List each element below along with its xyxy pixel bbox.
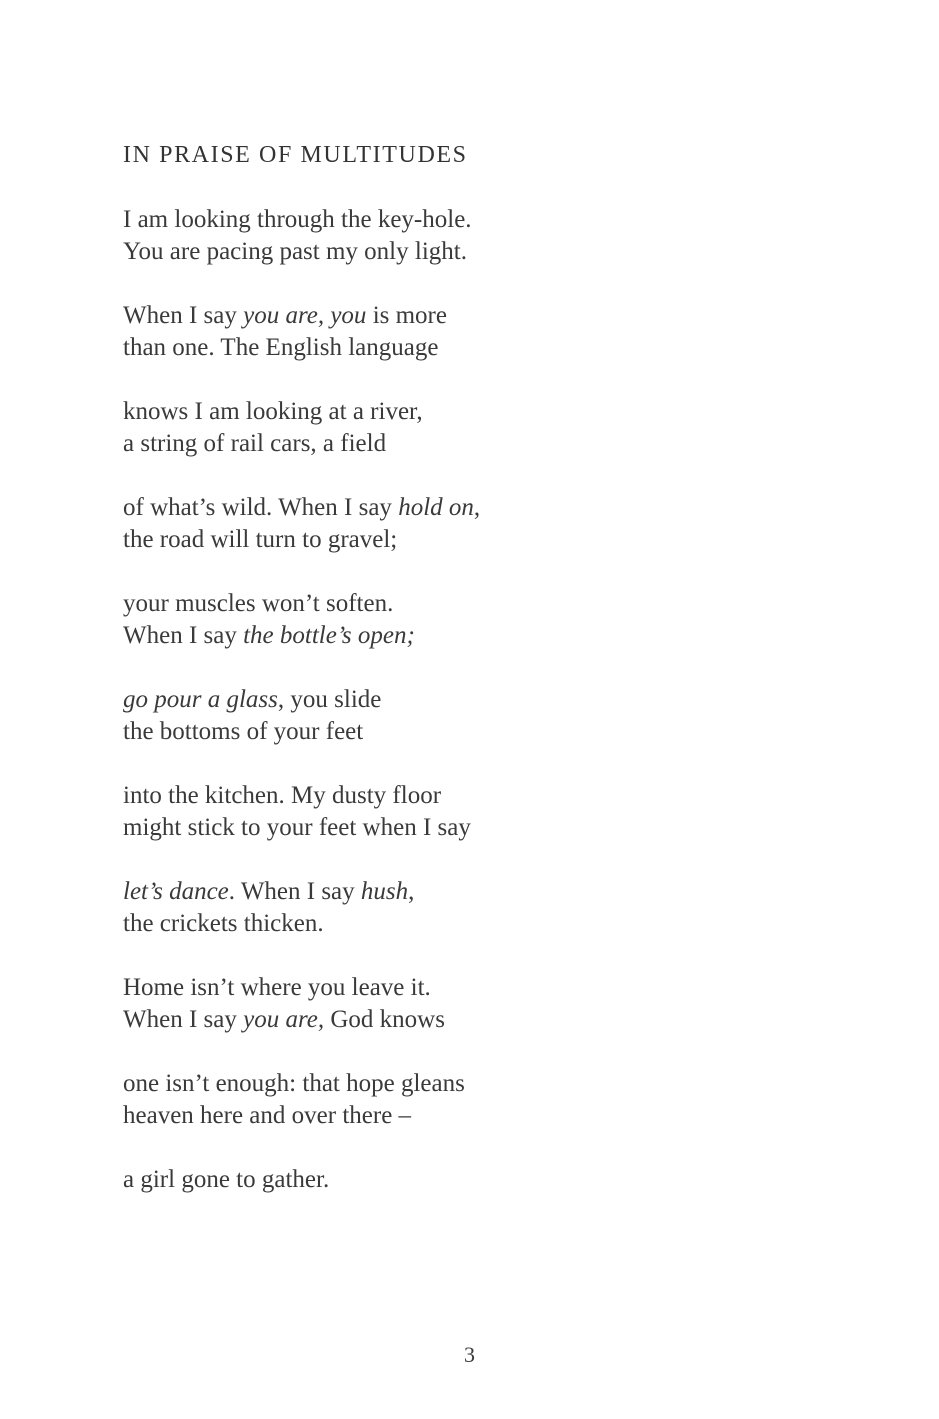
line-text: your muscles won’t soften. (123, 590, 394, 617)
poem-body (123, 204, 683, 1228)
italic-text: hush (360, 878, 409, 905)
poem-line (123, 972, 683, 1004)
line-text: the road will turn to gravel; (123, 526, 398, 553)
poem-line (123, 524, 683, 556)
stanza (123, 684, 683, 748)
poem-line (123, 332, 683, 364)
line-text: , (473, 494, 481, 521)
stanza (123, 588, 683, 652)
poem-line (123, 876, 683, 908)
line-text: knows I am looking at a river, (123, 398, 423, 425)
poem-line (123, 1100, 683, 1132)
line-text: . When I say (228, 878, 361, 905)
poem-line (123, 396, 683, 428)
poem-line (123, 1004, 683, 1036)
line-text: of what’s wild. When I say (123, 494, 399, 521)
poem-line (123, 428, 683, 460)
line-text: is more (366, 302, 447, 329)
poem-line (123, 812, 683, 844)
line-text: When I say (123, 302, 244, 329)
stanza (123, 396, 683, 460)
poem-line (123, 780, 683, 812)
poem-line (123, 588, 683, 620)
stanza (123, 780, 683, 844)
line-text: Home isn’t where you leave it. (123, 974, 431, 1001)
stanza (123, 204, 683, 268)
line-text: , (408, 878, 415, 905)
line-text: one isn’t enough: that hope gleans (123, 1070, 465, 1097)
line-text: God knows (324, 1006, 445, 1033)
italic-text: go pour a glass (123, 686, 278, 713)
line-text: , you slide (277, 686, 382, 713)
line-text: the crickets thicken. (123, 910, 324, 937)
poem-line (123, 204, 683, 236)
italic-text: you are, (243, 1006, 325, 1033)
poem-title: IN PRAISE OF MULTITUDES (123, 142, 468, 168)
line-text: the bottoms of your feet (123, 718, 364, 745)
poem-line (123, 236, 683, 268)
line-text: might stick to your feet when I say (123, 814, 471, 841)
poem-line (123, 1164, 683, 1196)
line-text: heaven here and over there – (123, 1102, 412, 1129)
italic-text: you are, you (243, 302, 367, 329)
poem-line (123, 300, 683, 332)
poem-line (123, 1068, 683, 1100)
stanza (123, 972, 683, 1036)
poem-line (123, 620, 683, 652)
italic-text: the bottle’s open; (243, 622, 415, 649)
line-text: into the kitchen. My dusty floor (123, 782, 442, 809)
poem-line (123, 716, 683, 748)
stanza (123, 300, 683, 364)
stanza (123, 876, 683, 940)
line-text: You are pacing past my only light. (123, 238, 467, 265)
poem-line (123, 908, 683, 940)
line-text: a girl gone to gather. (123, 1166, 330, 1193)
stanza (123, 492, 683, 556)
stanza (123, 1068, 683, 1132)
italic-text: hold on (398, 494, 474, 521)
line-text: a string of rail cars, a field (123, 430, 387, 457)
poem-line (123, 684, 683, 716)
line-text: I am looking through the key-hole. (123, 206, 472, 233)
line-text: When I say (123, 1006, 244, 1033)
line-text: than one. The English language (123, 334, 439, 361)
page-number: 3 (464, 1342, 475, 1367)
line-text: When I say (123, 622, 244, 649)
italic-text: let’s dance (123, 878, 229, 905)
stanza (123, 1164, 683, 1196)
poem-line (123, 492, 683, 524)
